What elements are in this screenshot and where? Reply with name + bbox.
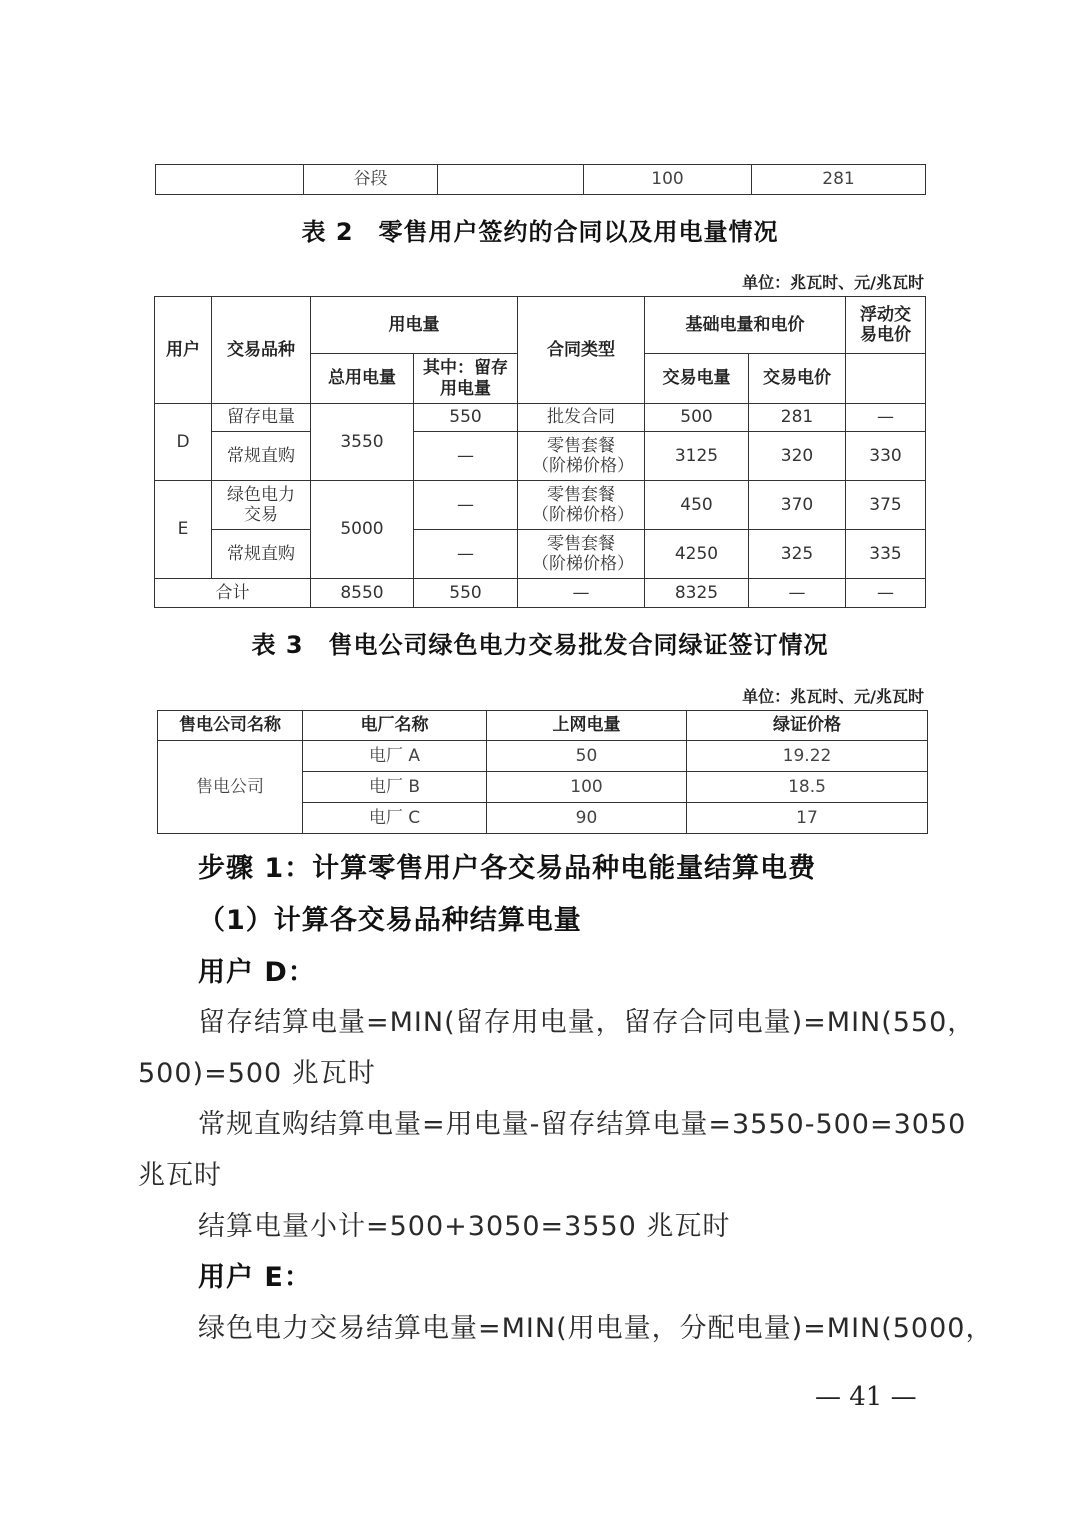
price-cell: 320 (749, 432, 846, 481)
variety-cell: 绿色电力交易 (212, 481, 311, 530)
table-header-row (155, 297, 926, 354)
qty-cell: 50 (487, 741, 687, 772)
retained-cell: 550 (414, 579, 518, 608)
header-variety: 交易品种 (212, 297, 311, 404)
header-empty (846, 354, 926, 404)
page-number: — 41 — (815, 1382, 917, 1412)
body-line: 常规直购结算电量=用电量-留存结算电量=3550-500=3050 (198, 1109, 967, 1140)
price-cell: 281 (749, 404, 846, 432)
total-label: 合计 (155, 579, 311, 608)
contract-cell: 批发合同 (518, 404, 645, 432)
total-cell: 3550 (311, 404, 414, 481)
qty-cell: 450 (645, 481, 749, 530)
table3-caption: 表 3 售电公司绿色电力交易批发合同绿证签订情况 (251, 631, 829, 659)
header-consumption: 用电量 (311, 297, 518, 354)
table-row (156, 165, 926, 195)
header-user: 用户 (155, 297, 212, 404)
table-row (158, 741, 928, 772)
table-total-row (155, 579, 926, 608)
retained-cell: 550 (414, 404, 518, 432)
qty-cell: 100 (487, 772, 687, 803)
price-cell: 370 (749, 481, 846, 530)
body-line: 绿色电力交易结算电量=MIN(用电量，分配电量)=MIN(5000， (198, 1313, 994, 1344)
float-cell: — (846, 579, 926, 608)
sub-heading: （1）计算各交易品种结算电量 (198, 905, 582, 936)
table-row (155, 404, 926, 432)
plant-cell: 电厂 C (303, 803, 487, 834)
float-cell: 330 (846, 432, 926, 481)
price-cell: — (749, 579, 846, 608)
header-float-price: 浮动交易电价 (846, 297, 926, 354)
table-cell: 100 (584, 165, 752, 195)
retained-cell: — (414, 530, 518, 579)
retained-cell: — (414, 481, 518, 530)
user-name: E (155, 481, 212, 579)
contract-cell: 零售套餐（阶梯价格） (518, 530, 645, 579)
table3 (157, 710, 928, 834)
table-fragment (155, 164, 926, 195)
company-cell: 售电公司 (158, 741, 303, 834)
step1-heading: 步骤 1：计算零售用户各交易品种电能量结算电费 (198, 853, 817, 884)
plant-cell: 电厂 B (303, 772, 487, 803)
variety-cell: 常规直购 (212, 530, 311, 579)
header-retained: 其中：留存用电量 (414, 354, 518, 404)
table-row (155, 530, 926, 579)
table-row (155, 481, 926, 530)
body-line: 结算电量小计=500+3050=3550 兆瓦时 (198, 1211, 731, 1242)
header-trade-price: 交易电价 (749, 354, 846, 404)
plant-cell: 电厂 A (303, 741, 487, 772)
price-cell: 325 (749, 530, 846, 579)
table2-caption: 表 2 零售用户签约的合同以及用电量情况 (301, 218, 779, 246)
body-line: 兆瓦时 (138, 1160, 222, 1191)
qty-cell: 90 (487, 803, 687, 834)
retained-cell: — (414, 432, 518, 481)
contract-cell: — (518, 579, 645, 608)
qty-cell: 3125 (645, 432, 749, 481)
price-cell: 17 (687, 803, 928, 834)
table-header-row (158, 711, 928, 741)
contract-cell: 零售套餐（阶梯价格） (518, 481, 645, 530)
price-cell: 19.22 (687, 741, 928, 772)
header-base: 基础电量和电价 (645, 297, 846, 354)
header-grid-qty: 上网电量 (487, 711, 687, 741)
header-plant: 电厂名称 (303, 711, 487, 741)
total-cell: 5000 (311, 481, 414, 579)
table3-unit: 单位：兆瓦时、元/兆瓦时 (742, 687, 924, 706)
price-cell: 18.5 (687, 772, 928, 803)
user-e-label: 用户 E： (198, 1262, 312, 1293)
header-cert-price: 绿证价格 (687, 711, 928, 741)
variety-cell: 常规直购 (212, 432, 311, 481)
body-line: 留存结算电量=MIN(留存用电量，留存合同电量)=MIN(550， (198, 1007, 976, 1038)
header-total: 总用电量 (311, 354, 414, 404)
variety-cell: 留存电量 (212, 404, 311, 432)
table-cell (156, 165, 304, 195)
qty-cell: 500 (645, 404, 749, 432)
table2 (154, 296, 926, 608)
contract-cell: 零售套餐（阶梯价格） (518, 432, 645, 481)
header-contract-type: 合同类型 (518, 297, 645, 404)
body-line: 500)=500 兆瓦时 (138, 1058, 376, 1089)
table2-unit: 单位：兆瓦时、元/兆瓦时 (742, 273, 924, 292)
table-cell: 谷段 (304, 165, 438, 195)
total-cell: 8550 (311, 579, 414, 608)
qty-cell: 8325 (645, 579, 749, 608)
user-name: D (155, 404, 212, 481)
qty-cell: 4250 (645, 530, 749, 579)
user-d-label: 用户 D： (198, 957, 316, 988)
table-cell: 281 (752, 165, 926, 195)
header-trade-qty: 交易电量 (645, 354, 749, 404)
float-cell: 335 (846, 530, 926, 579)
table-cell (438, 165, 584, 195)
float-cell: — (846, 404, 926, 432)
float-cell: 375 (846, 481, 926, 530)
table-row (155, 432, 926, 481)
header-company: 售电公司名称 (158, 711, 303, 741)
